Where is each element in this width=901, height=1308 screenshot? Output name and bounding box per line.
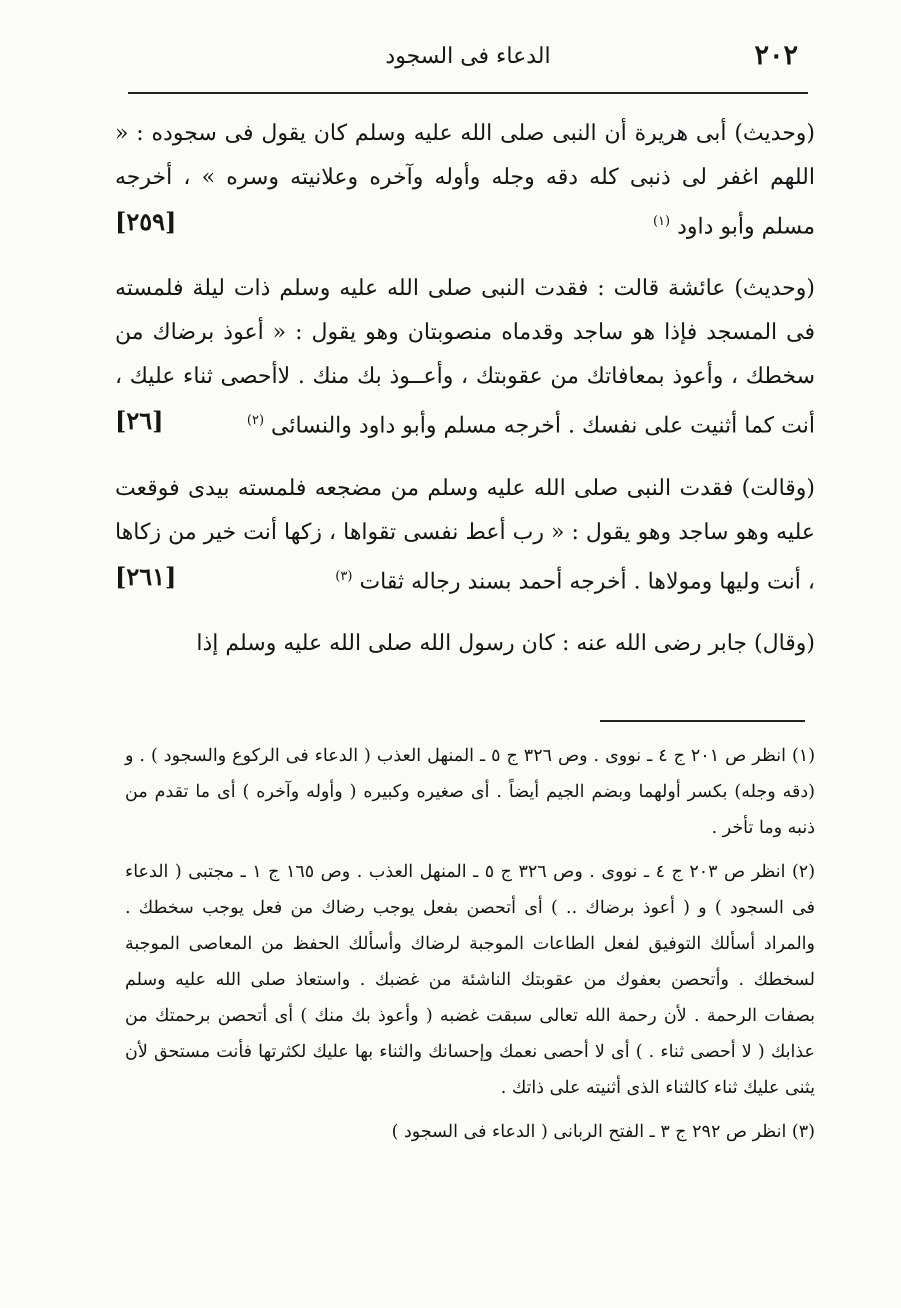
hadith-number: [٢٦] bbox=[115, 406, 164, 436]
hadith-number: [٢٥٩] bbox=[115, 207, 177, 236]
paragraph-text: (وحديث) أبى هريرة أن النبى صلى الله عليه وسلم كان يقول فى سجوده : « اللهم اغفر لى ذنبى كله دقه وجله وأوله وآخره وعلانيته وسره » ، أخرجه مسلم وأبو داود bbox=[115, 121, 815, 240]
page-number: ٢٠٢ bbox=[754, 40, 798, 71]
footnote-mark: (٢) bbox=[246, 413, 265, 429]
paragraph-text: (وحديث) عائشة قالت : فقدت النبى صلى الله عليه وسلم ذات ليلة فلمسته فى المسجد فإذا هو ساجد وقدماه منصوبتان وهو يقول : « أعوذ برضاك من سخطك ، وأعوذ بمعافاتك من عقوبتك ، وأعــوذ بك منك . لاأحصى ثناء عليك ، أنت كما أثنيت على نفسك . أخرجه مسلم وأبو داود والنسائى bbox=[115, 276, 815, 439]
main-text bbox=[115, 112, 815, 684]
footnote: (١) انظر ص ٢٠١ ج ٤ ـ نووى . وص ٣٢٦ ج ٥ ـ المنهل العذب ( الدعاء فى الركوع والسجود ) . و (دقه وجله) بكسر أولهما وبضم الجيم أيضاً . أى صغيره وكبيره ( وأوله وآخره ) أى ما تقدم من ذنبه وما تأخر . bbox=[125, 746, 816, 838]
running-title: الدعاء فى السجود bbox=[385, 44, 551, 69]
footnote: (٣) انظر ص ٢٩٢ ج ٣ ـ الفتح الربانى ( الدعاء فى السجود ) bbox=[391, 1122, 815, 1142]
paragraph-text: (وقال) جابر رضى الله عنه : كان رسول الله صلى الله عليه وسلم إذا bbox=[196, 630, 815, 656]
hadith-paragraph bbox=[115, 267, 815, 448]
hadith-paragraph bbox=[115, 467, 815, 604]
footnote-separator bbox=[600, 720, 805, 722]
footnote-mark: (٣) bbox=[335, 568, 353, 584]
header-rule bbox=[128, 92, 808, 94]
paragraph-text: (وقالت) فقدت النبى صلى الله عليه وسلم من مضجعه فلمسته بيدى فوقعت عليه وهو ساجد وهو يقول : « رب أعط نفسى تقواها ، زكها أنت خير من زكاها ، أنت وليها ومولاها . أخرجه أحمد بسند رجاله ثقات bbox=[115, 475, 815, 594]
hadith-number: [٢٦١] bbox=[115, 561, 177, 591]
page-header bbox=[128, 40, 808, 88]
footnotes bbox=[125, 738, 815, 1158]
footnote: (٢) انظر ص ٢٠٣ ج ٤ ـ نووى . وص ٣٢٦ ج ٥ ـ المنهل العذب . وص ١٦٥ ج ١ ـ مجتبى ( الدعاء فى السجود ) و ( أعوذ برضاك .. ) أى أتحصن بفعل يوجب رضاك من فعل يوجب سخطك . والمراد أسألك التوفيق لفعل الطاعات الموجبة لرضاك وأسألك الحفظ من المعاصى الموجبة لسخطك . وأتحصن بعفوك من عقوبتك الناشئة من غضبك . واستعاذ صلى الله عليه وسلم بصفات الرحمة . لأن رحمة الله تعالى سبقت غضبه ( وأعوذ بك منك ) أى أتحصن برحمتك من عذابك ( لا أحصى ثناء . ) أى لا أحصى نعمك وإحسانك والثناء بها عليك لكثرتها فأنت مستحق لأن يثنى عليك ثناء كالثناء الذى أثنيته على ذاتك . bbox=[125, 862, 816, 1098]
footnote-mark: (١) bbox=[652, 214, 671, 229]
hadith-paragraph bbox=[115, 112, 815, 249]
hadith-paragraph bbox=[115, 622, 815, 666]
